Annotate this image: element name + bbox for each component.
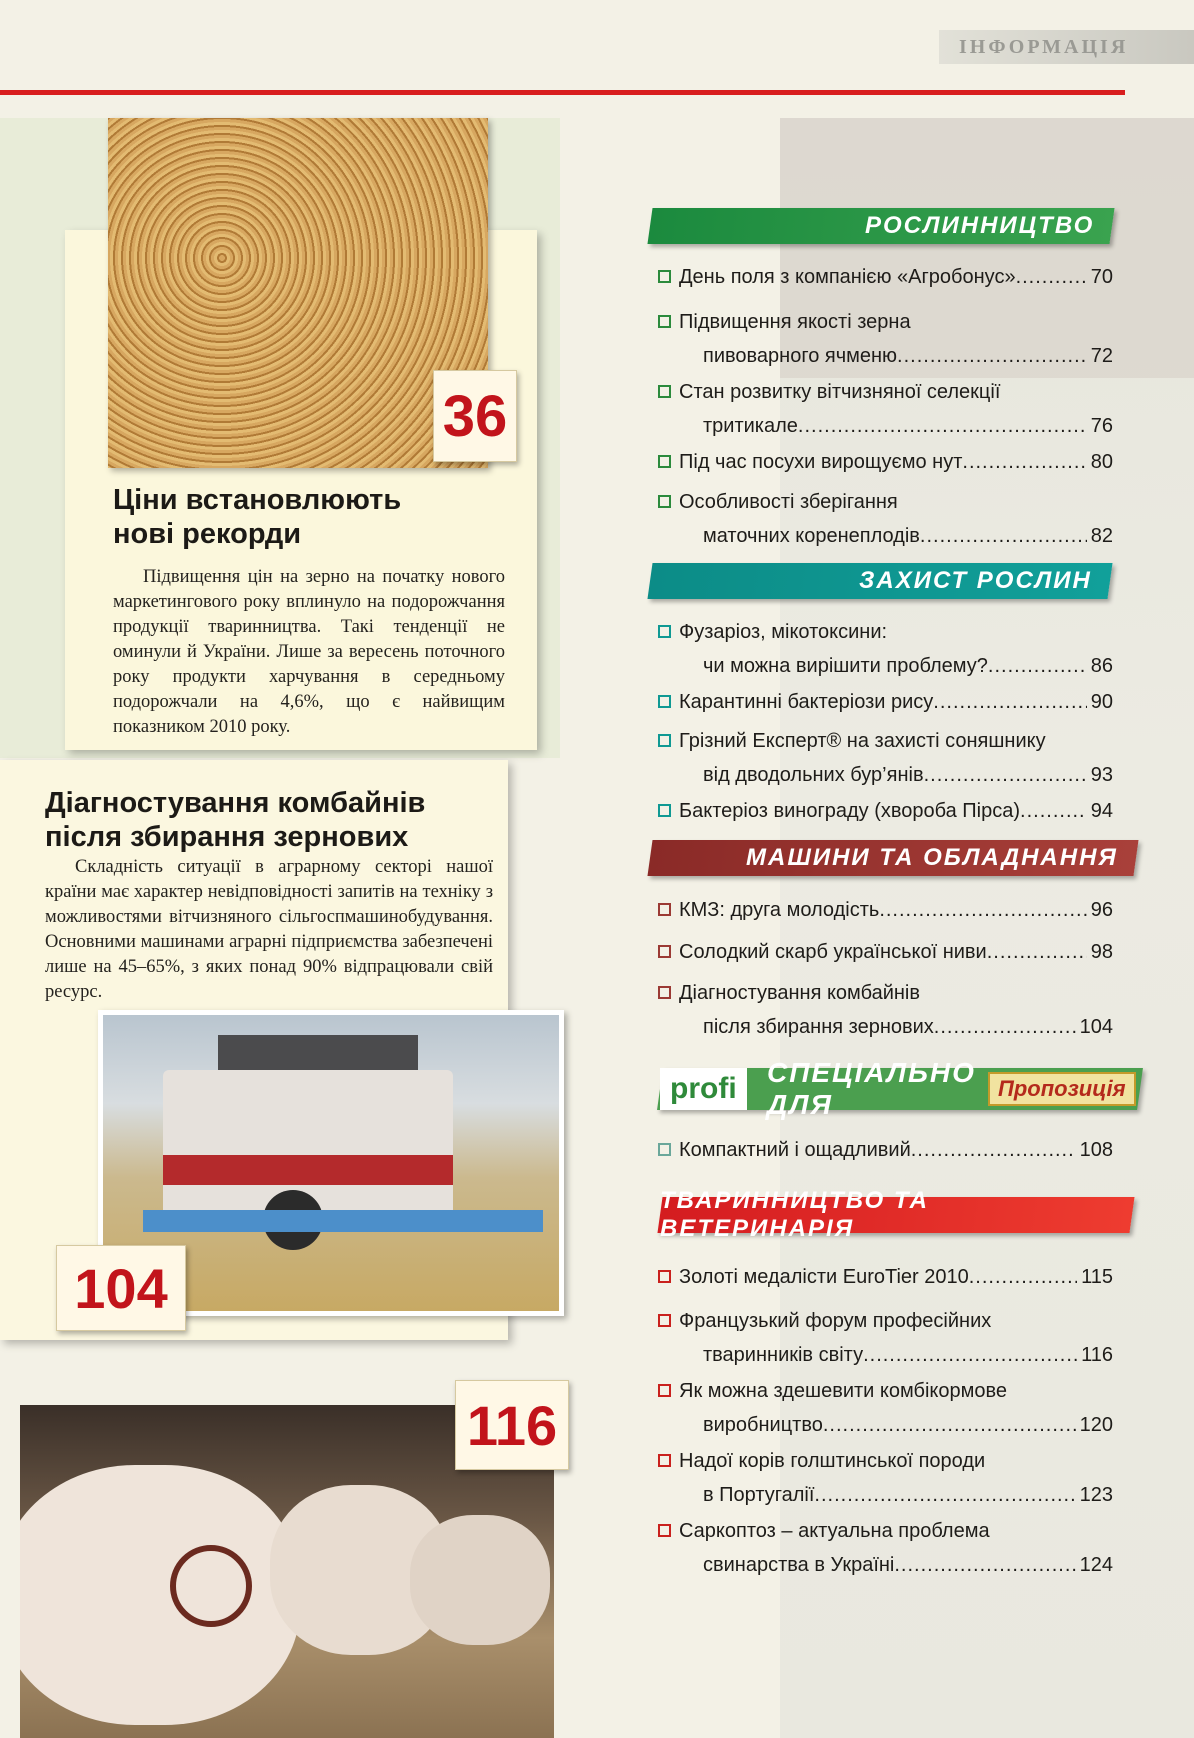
toc-page-number: 80 [1090,451,1113,473]
section-title: СПЕЦІАЛЬНО ДЛЯ [766,1057,976,1120]
combine-stripe [163,1155,453,1185]
checkbox-bullet-icon [658,455,671,468]
section-banner-crops [647,208,1114,244]
checkbox-bullet-icon [658,315,671,328]
section-title: МАШИНИ ТА ОБЛАДНАННЯ [746,844,1118,871]
section-banner-machinery [647,840,1138,876]
toc-item[interactable] [658,485,1113,553]
toc-item[interactable] [658,375,1113,443]
toc-item-title-cont: від дводольних бур’янів [703,764,924,786]
toc-item[interactable] [658,1304,1113,1372]
checkbox-bullet-icon [658,804,671,817]
toc-page-number: 98 [1090,941,1113,963]
toc-item-title-cont: маточних коренеплодів [703,525,920,547]
checkbox-bullet-icon [658,695,671,708]
toc-page-number: 76 [1090,415,1113,437]
article-title-prices: Ціни встановлюють нові рекорди [113,484,402,550]
section-tab: ІНФОРМАЦІЯ [939,30,1194,64]
toc-item[interactable] [658,935,1113,969]
section-banner-livestock [657,1187,1134,1242]
toc-page-number: 82 [1090,525,1113,547]
page-badge-36: 36 [433,370,517,462]
toc-item[interactable] [658,1374,1113,1442]
checkbox-bullet-icon [658,385,671,398]
toc-item-title: Грізний Експерт® на захисті соняшнику [679,730,1046,752]
toc-item-title: Підвищення якості зерна [679,311,911,333]
checkbox-bullet-icon [658,945,671,958]
toc-item-title-cont: виробництво [703,1414,823,1436]
article-title-combines: Діагностування комбайнів після збирання зернових [45,787,426,853]
checkbox-bullet-icon [658,903,671,916]
toc-page-number: 120 [1079,1414,1113,1436]
checkbox-bullet-icon [658,1143,671,1156]
checkbox-bullet-icon [658,1384,671,1397]
toc-page-number: 96 [1090,899,1113,921]
toc-item-title: Бактеріоз винограду (хвороба Пірса) [679,800,1021,822]
toc-item[interactable] [658,976,1113,1044]
toc-page-number: 90 [1090,691,1113,713]
toc-item[interactable] [658,685,1113,719]
toc-item[interactable] [658,893,1113,927]
toc-item-title: Діагностування комбайнів [679,982,920,1004]
toc-item-title-cont: в Португалії [703,1484,815,1506]
checkbox-bullet-icon [658,986,671,999]
article-body-prices: Підвищення цін на зерно на початку нового маркетингового року вплинуло на подорожчання продукції тваринництва. Такі тенденції не оминули й України. Лише за вересень поточного року продукти харчування в середньому подорожчали на 4,6%, що є найвищим показником 2010 року. [113,567,505,737]
toc-item-title: Французький форум професійних [679,1310,992,1332]
toc-item[interactable] [658,1514,1113,1582]
toc-item-title: Надої корів голштинської породи [679,1450,986,1472]
toc-page-number: 115 [1081,1266,1113,1288]
toc-item[interactable] [658,724,1113,792]
toc-item-title: Карантинні бактеріози рису [679,691,934,713]
toc-item-title-cont: чи можна вирішити проблему? [703,655,988,677]
toc-item[interactable] [658,1260,1113,1294]
toc-item-title-cont: свинарства в Україні [703,1554,895,1576]
checkbox-bullet-icon [658,734,671,747]
toc-item-title-cont: тритикале [703,415,798,437]
toc-page-number: 108 [1079,1139,1113,1161]
toc-item-title: Стан розвитку вітчизняної селекції [679,381,1001,403]
checkbox-bullet-icon [658,1454,671,1467]
toc-item-title: Золоті медалісти EuroTier 2010 [679,1266,969,1288]
checkbox-bullet-icon [658,1314,671,1327]
propozytsiya-logo: Пропозиція [988,1072,1136,1106]
toc-page-number: 86 [1090,655,1113,677]
section-banner-plant-protection [647,563,1112,599]
toc-item[interactable] [658,615,1113,683]
toc-item[interactable] [658,794,1113,828]
toc-page-number: 94 [1090,800,1113,822]
cow-head [20,1465,300,1725]
toc-item-title-cont: тваринників світу [703,1344,864,1366]
checkbox-bullet-icon [658,495,671,508]
article-body-combines: Складність ситуації в аграрному секторі нашої країни має характер невідповідності запитів на техніку з можливостями вітчизняного сільгоспмашинобудування. Основними машинами аграрні підприємства забезпечені лише на 45–65%, з яких понад 90% відпрацювали свій ресурс. [45,857,493,1002]
checkbox-bullet-icon [658,1524,671,1537]
checkbox-bullet-icon [658,270,671,283]
toc-item-title: Фузаріоз, мікотоксини: [679,621,888,643]
section-title: РОСЛИННИЦТВО [864,212,1094,239]
checkbox-bullet-icon [658,625,671,638]
toc-page-number: 124 [1079,1554,1113,1576]
toc-page-number: 104 [1079,1016,1113,1038]
toc-page-number: 70 [1090,266,1113,288]
toc-item-title: День поля з компанією «Агробонус» [679,266,1016,288]
toc-item[interactable] [658,305,1113,373]
toc-item-title: Під час посухи вирощуємо нут [679,451,963,473]
top-rule [0,90,1125,95]
toc-item-title: Саркоптоз – актуальна проблема [679,1520,990,1542]
toc-item-title-cont: після збирання зернових [703,1016,934,1038]
profi-logo: profi [660,1068,747,1110]
section-title: ТВАРИННИЦТВО ТА ВЕТЕРИНАРІЯ [660,1187,929,1242]
toc-item-title: Особливості зберігання [679,491,898,513]
cow-head [410,1515,550,1645]
page-badge-104: 104 [56,1245,186,1331]
toc-item-title: Компактний і ощадливий [679,1139,911,1161]
combine-header-bar [143,1210,543,1232]
toc-page-number: 72 [1090,345,1113,367]
toc-page-number: 116 [1081,1344,1113,1366]
toc-item[interactable] [658,445,1113,479]
section-banner-special [657,1057,1143,1120]
page-badge-116: 116 [455,1380,569,1470]
checkbox-bullet-icon [658,1270,671,1283]
toc-page-number: 123 [1079,1484,1113,1506]
toc-item-title: КМЗ: друга молодість [679,899,880,921]
toc-page-number: 93 [1090,764,1113,786]
toc-item-title-cont: пивоварного ячменю [703,345,898,367]
toc-item[interactable] [658,260,1113,294]
toc-item-title: Як можна здешевити комбікормове [679,1380,1008,1402]
toc-item[interactable] [658,1444,1113,1512]
toc-item-title: Солодкий скарб української ниви [679,941,987,963]
toc-item[interactable] [658,1133,1113,1167]
bridle [170,1545,252,1627]
grain-photo [108,118,488,468]
section-title: ЗАХИСТ РОСЛИН [859,567,1092,594]
